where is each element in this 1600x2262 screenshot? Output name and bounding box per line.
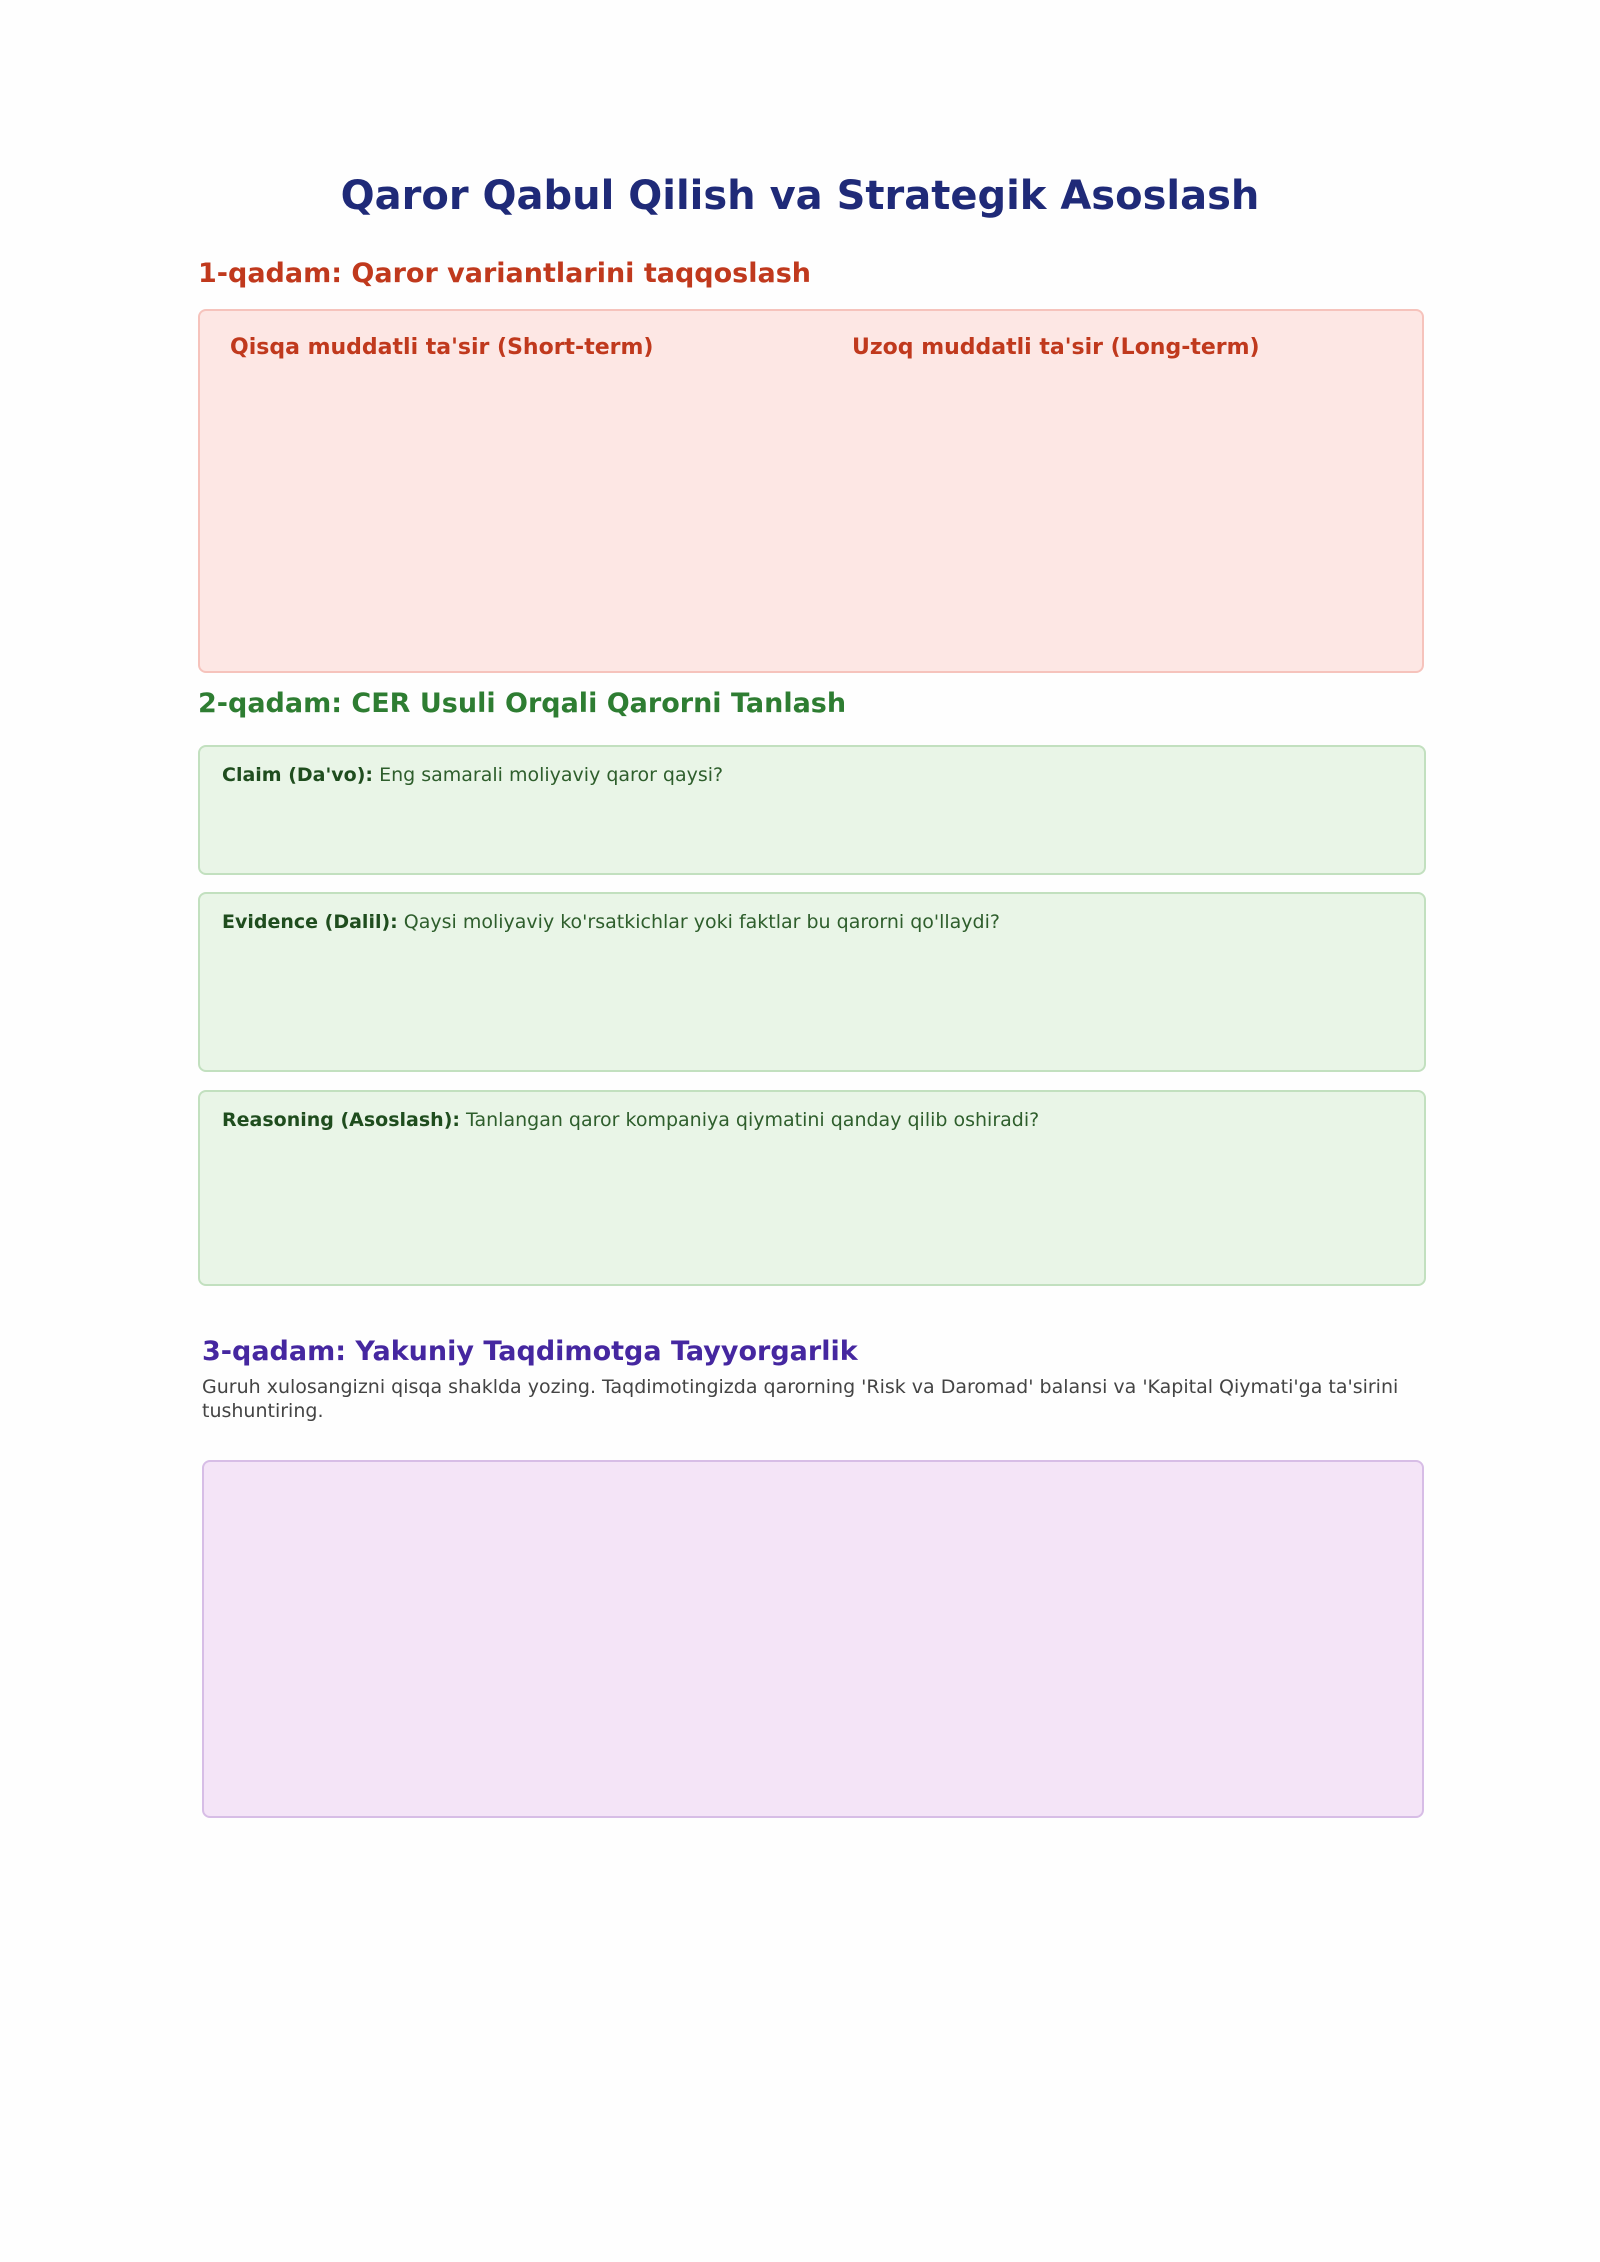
reasoning-prompt: Tanlangan qaror kompaniya qiymatini qanday qilib oshiradi? — [460, 1109, 1040, 1131]
claim-box[interactable] — [198, 745, 1426, 875]
step2-heading: 2-qadam: CER Usuli Orqali Qarorni Tanlash — [198, 688, 847, 719]
evidence-prompt: Qaysi moliyaviy ko'rsatkichlar yoki faktlar bu qarorni qo'llaydi? — [397, 911, 1000, 933]
page-title: Qaror Qabul Qilish va Strategik Asoslash — [340, 173, 1260, 219]
final-summary-box[interactable] — [202, 1460, 1424, 1818]
claim-label: Claim (Da'vo): — [222, 764, 374, 786]
step1-heading: 1-qadam: Qaror variantlarini taqqoslash — [198, 258, 811, 289]
evidence-label: Evidence (Dalil): — [222, 911, 398, 933]
step3-description: Guruh xulosangizni qisqa shaklda yozing. Taqdimotingizda qarorning 'Risk va Daromad' balansi va 'Kapital Qiymati'ga ta'sirini tushuntiring. — [202, 1376, 1399, 1422]
evidence-box[interactable] — [198, 892, 1426, 1072]
comparison-box[interactable] — [198, 309, 1424, 673]
reasoning-label: Reasoning (Asoslash): — [222, 1109, 460, 1131]
short-term-label: Qisqa muddatli ta'sir (Short-term) — [230, 335, 654, 360]
long-term-label: Uzoq muddatli ta'sir (Long-term) — [852, 335, 1260, 360]
step3-heading: 3-qadam: Yakuniy Taqdimotga Tayyorgarlik — [202, 1336, 858, 1367]
reasoning-box[interactable] — [198, 1090, 1426, 1286]
claim-prompt: Eng samarali moliyaviy qaror qaysi? — [373, 764, 724, 786]
